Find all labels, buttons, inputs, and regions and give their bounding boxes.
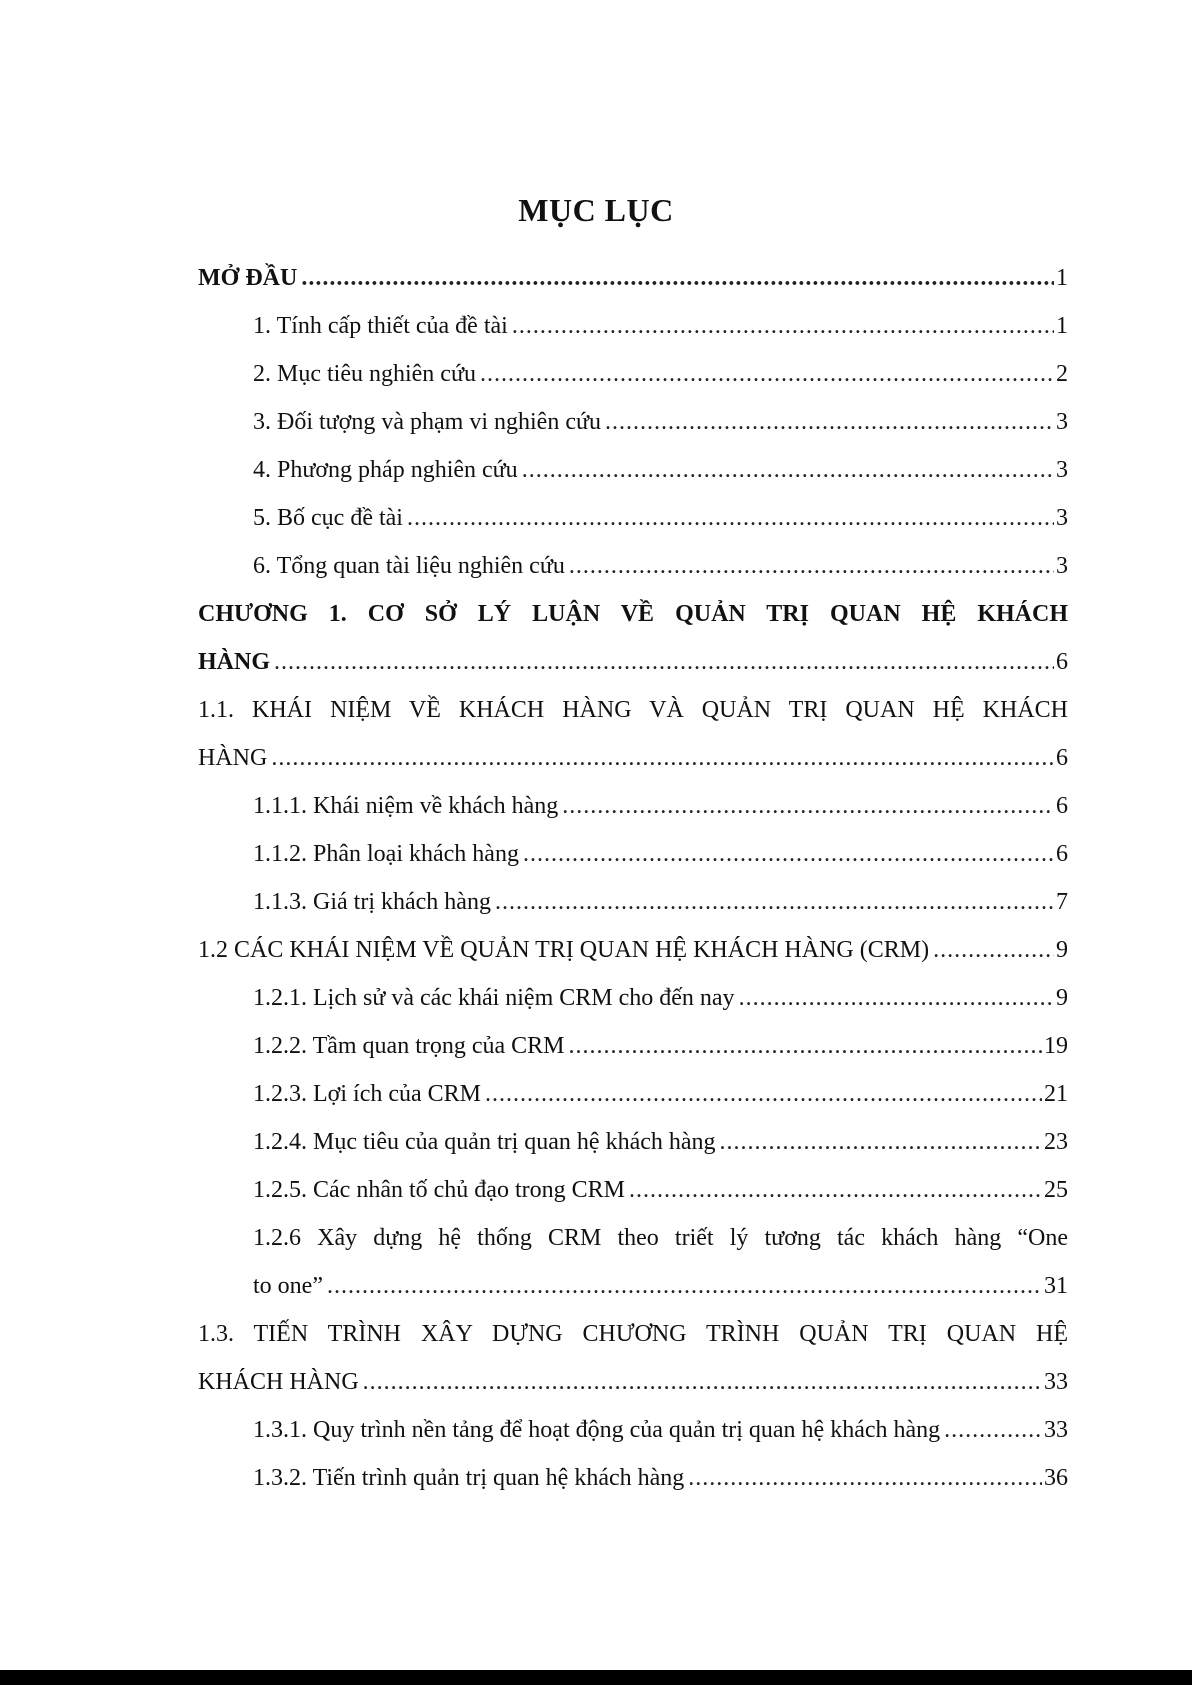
toc-leader-dots [327, 1262, 1042, 1310]
toc-page-number: 25 [1044, 1177, 1068, 1203]
toc-entry-text-line2: HÀNG [198, 745, 268, 771]
table-of-contents [198, 254, 1068, 1502]
toc-leader-dots [605, 398, 1054, 446]
page-bottom-edge [0, 1670, 1192, 1685]
toc-entry-text: 1. Tính cấp thiết của đề tài [253, 313, 508, 339]
toc-leader-dots [271, 734, 1054, 782]
toc-leader-dots [629, 1166, 1042, 1214]
toc-entry[interactable] [198, 1454, 1068, 1502]
toc-entry[interactable] [198, 974, 1068, 1022]
toc-entry-text-line1: 1.1. KHÁI NIỆM VỀ KHÁCH HÀNG VÀ QUẢN TRỊ QUAN HỆ KHÁCH [198, 697, 1068, 723]
toc-page-number: 9 [1056, 937, 1068, 963]
toc-page-number: 6 [1056, 745, 1068, 771]
toc-leader-dots [363, 1358, 1042, 1406]
toc-entry-text: 2. Mục tiêu nghiên cứu [253, 361, 476, 387]
toc-entry-section-1-3[interactable] [198, 1310, 1068, 1406]
toc-page-number: 3 [1056, 409, 1068, 435]
toc-entry[interactable] [198, 302, 1068, 350]
toc-entry[interactable] [198, 1166, 1068, 1214]
toc-leader-dots [495, 878, 1054, 926]
toc-entry-text: 6. Tổng quan tài liệu nghiên cứu [253, 553, 565, 579]
toc-entry-section-1-1[interactable] [198, 686, 1068, 782]
toc-entry-text: 5. Bố cục đề tài [253, 505, 403, 531]
toc-page-number: 23 [1044, 1129, 1068, 1155]
toc-entry[interactable] [198, 830, 1068, 878]
page-title: MỤC LỤC [518, 192, 674, 228]
toc-page-number: 6 [1056, 841, 1068, 867]
toc-entry-text-line1: CHƯƠNG 1. CƠ SỞ LÝ LUẬN VỀ QUẢN TRỊ QUAN HỆ KHÁCH [198, 601, 1068, 627]
toc-entry[interactable] [198, 542, 1068, 590]
toc-entry-text: 1.2.5. Các nhân tố chủ đạo trong CRM [253, 1177, 625, 1203]
toc-entry-text: 1.2.4. Mục tiêu của quản trị quan hệ khách hàng [253, 1129, 716, 1155]
toc-page-number: 1 [1056, 313, 1068, 339]
toc-entry-text: 1.2.3. Lợi ích của CRM [253, 1081, 481, 1107]
toc-leader-dots [485, 1070, 1042, 1118]
toc-entry[interactable] [198, 1406, 1068, 1454]
toc-entry-text: 1.3.2. Tiến trình quản trị quan hệ khách hàng [253, 1465, 685, 1491]
toc-leader-dots [688, 1454, 1042, 1502]
toc-page-number: 33 [1044, 1369, 1068, 1395]
toc-entry[interactable] [198, 782, 1068, 830]
toc-entry-text: 3. Đối tượng và phạm vi nghiên cứu [253, 409, 601, 435]
toc-entry-text: 1.1.2. Phân loại khách hàng [253, 841, 519, 867]
toc-page-number: 19 [1044, 1033, 1068, 1059]
toc-leader-dots [944, 1406, 1042, 1454]
toc-leader-dots [274, 638, 1054, 686]
toc-page-number: 6 [1056, 649, 1068, 675]
toc-page-number: 3 [1056, 505, 1068, 531]
toc-leader-dots [569, 1022, 1042, 1070]
toc-entry[interactable] [198, 350, 1068, 398]
toc-leader-dots [523, 830, 1054, 878]
toc-leader-dots [512, 302, 1054, 350]
toc-entry-text: 1.2.2. Tầm quan trọng của CRM [253, 1033, 565, 1059]
toc-entry-text-line2: to one” [253, 1273, 323, 1299]
toc-entry[interactable] [198, 1022, 1068, 1070]
toc-leader-dots [301, 254, 1054, 302]
toc-leader-dots [562, 782, 1054, 830]
toc-leader-dots [480, 350, 1054, 398]
toc-leader-dots [720, 1118, 1042, 1166]
toc-entry-section-1-2[interactable] [198, 926, 1068, 974]
toc-entry-text: 1.2.1. Lịch sử và các khái niệm CRM cho đến nay [253, 985, 735, 1011]
toc-leader-dots [569, 542, 1054, 590]
toc-entry[interactable] [198, 494, 1068, 542]
toc-entry-text-line2: KHÁCH HÀNG [198, 1369, 359, 1395]
toc-page-number: 6 [1056, 793, 1068, 819]
toc-entry-text: 4. Phương pháp nghiên cứu [253, 457, 518, 483]
toc-entry-text: 1.2 CÁC KHÁI NIỆM VỀ QUẢN TRỊ QUAN HỆ KHÁCH HÀNG (CRM) [198, 937, 930, 963]
toc-leader-dots [739, 974, 1054, 1022]
toc-leader-dots [933, 926, 1054, 974]
toc-entry-text: 1.1.3. Giá trị khách hàng [253, 889, 491, 915]
toc-entry[interactable] [198, 398, 1068, 446]
toc-entry-text-line2: HÀNG [198, 649, 270, 675]
toc-page-number: 7 [1056, 889, 1068, 915]
toc-leader-dots [407, 494, 1054, 542]
toc-entry-text: MỞ ĐẦU [198, 265, 298, 291]
toc-entry-text-line1: 1.3. TIẾN TRÌNH XÂY DỰNG CHƯƠNG TRÌNH QUẢN TRỊ QUAN HỆ [198, 1321, 1068, 1347]
toc-entry-text-line1: 1.2.6 Xây dựng hệ thống CRM theo triết lý tương tác khách hàng “One [253, 1225, 1068, 1251]
toc-page-number: 2 [1056, 361, 1068, 387]
toc-entry-mo-dau[interactable] [198, 254, 1068, 302]
toc-page-number: 9 [1056, 985, 1068, 1011]
toc-page-number: 21 [1044, 1081, 1068, 1107]
toc-entry-text: 1.1.1. Khái niệm về khách hàng [253, 793, 559, 819]
toc-page-number: 1 [1056, 265, 1068, 291]
toc-leader-dots [522, 446, 1054, 494]
toc-page-number: 33 [1044, 1417, 1068, 1443]
toc-entry-section-1-2-6[interactable] [198, 1214, 1068, 1310]
toc-entry[interactable] [198, 878, 1068, 926]
toc-entry-text: 1.3.1. Quy trình nền tảng để hoạt động của quản trị quan hệ khách hàng [253, 1417, 941, 1443]
toc-entry[interactable] [198, 446, 1068, 494]
toc-page-number: 36 [1044, 1465, 1068, 1491]
toc-page-number: 3 [1056, 457, 1068, 483]
toc-entry[interactable] [198, 1070, 1068, 1118]
toc-entry-chapter-1[interactable] [198, 590, 1068, 686]
toc-page-number: 3 [1056, 553, 1068, 579]
toc-page-number: 31 [1044, 1273, 1068, 1299]
toc-entry[interactable] [198, 1118, 1068, 1166]
